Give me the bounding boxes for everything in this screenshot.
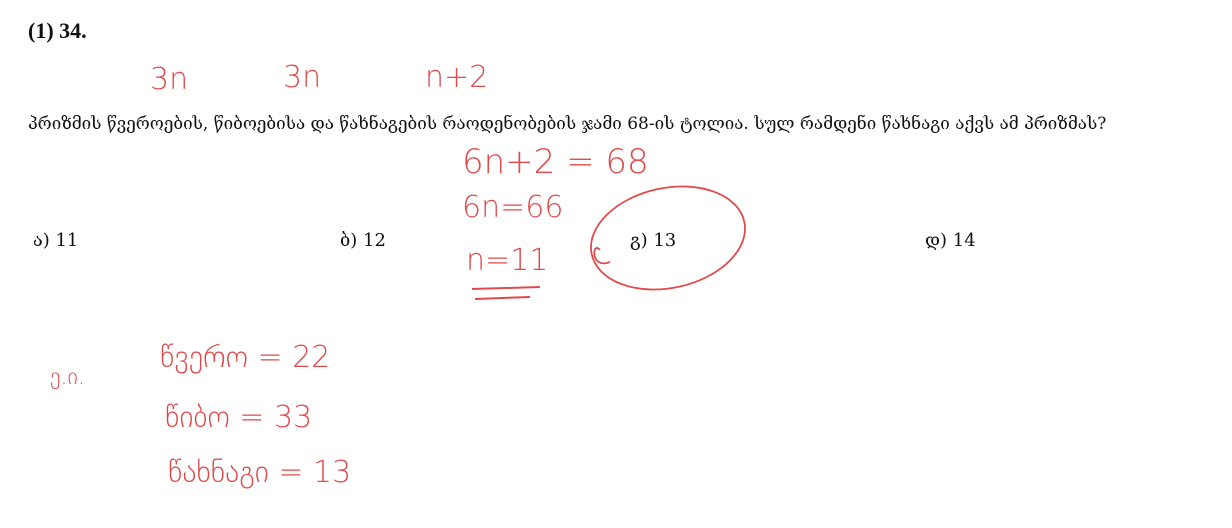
option-c[interactable]: გ) 13 <box>630 230 677 251</box>
underline-1 <box>472 287 540 289</box>
answer-circle-tail <box>594 248 610 263</box>
question-text: პრიზმის წვეროების, წიბოებისა და წახნაგების რაოდენობების ჯამი 68-ის ტოლია. სულ რამდენი წახნაგი აქვს ამ პრიზმას? <box>28 114 1107 134</box>
handwritten-equation-1: 6n+2 = 68 <box>462 142 649 182</box>
option-a[interactable]: ა) 11 <box>33 230 79 251</box>
problem-number: (1) 34. <box>28 18 87 43</box>
handwritten-3n-vertices: 3n <box>150 62 189 97</box>
handwritten-therefore: ე.ი. <box>50 365 85 390</box>
handwritten-equation-3: n=11 <box>466 243 549 278</box>
handwritten-3n-edges: 3n <box>283 60 322 95</box>
underline-2 <box>475 297 530 299</box>
handwritten-edges-count: წიბო = 33 <box>165 400 313 435</box>
handwritten-faces-count: წახნაგი = 13 <box>168 455 352 490</box>
handwritten-vertices-count: წვერო = 22 <box>160 340 331 375</box>
handwritten-equation-2: 6n=66 <box>462 190 564 225</box>
option-b[interactable]: ბ) 12 <box>340 230 386 251</box>
handwritten-n-plus-2-faces: n+2 <box>425 60 489 95</box>
option-d[interactable]: დ) 14 <box>925 230 976 251</box>
